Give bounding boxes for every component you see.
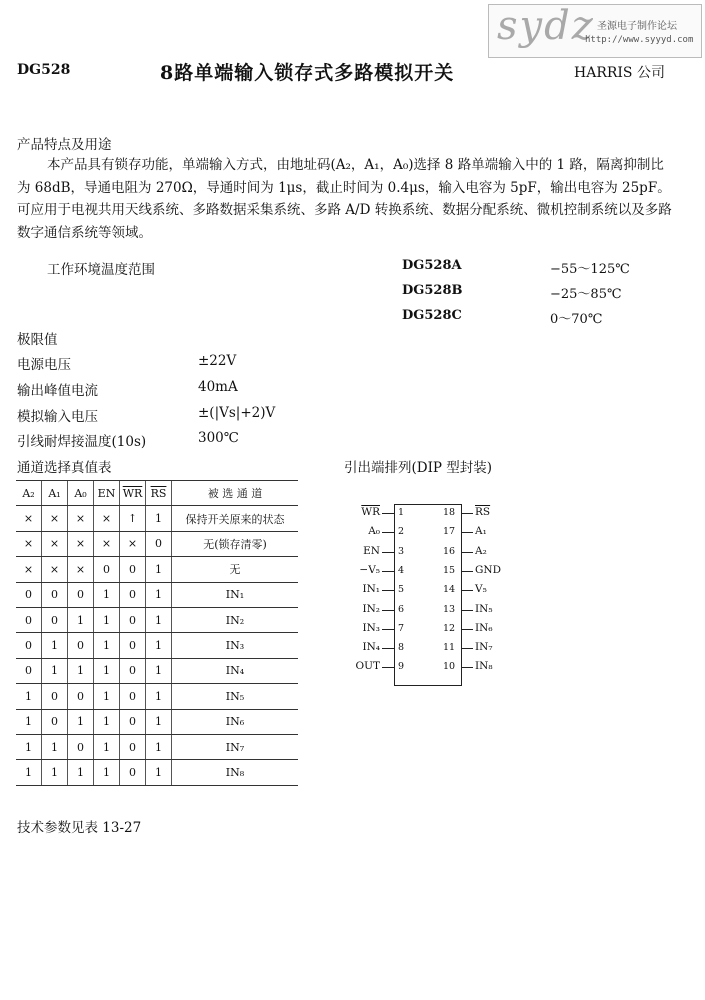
table-cell: 0	[16, 607, 42, 632]
col-en: EN	[94, 481, 120, 506]
pin-label: IN₁	[362, 583, 380, 596]
table-row	[16, 557, 298, 582]
table-cell: 1	[94, 607, 120, 632]
table-cell: 0	[146, 531, 172, 556]
table-cell: 1	[146, 760, 172, 785]
table-cell: 0	[68, 684, 94, 709]
table-row	[16, 734, 298, 759]
table-cell-channel: IN₄	[172, 658, 299, 683]
truth-table	[16, 480, 298, 786]
pinout-heading: 引出端排列(DIP 型封装)	[344, 460, 493, 476]
table-cell: 1	[146, 709, 172, 734]
table-row	[16, 684, 298, 709]
pin-lead	[382, 610, 394, 611]
table-cell: 1	[42, 760, 68, 785]
table-cell: 1	[42, 658, 68, 683]
table-cell: 0	[120, 633, 146, 658]
temperature-label: 工作环境温度范围	[47, 262, 155, 278]
table-cell: 0	[42, 582, 68, 607]
limit-value-supply: ±22V	[198, 353, 237, 369]
pin-lead	[382, 629, 394, 630]
truth-table-body	[16, 506, 298, 785]
pin-label: EN	[363, 544, 380, 557]
table-cell: 1	[94, 658, 120, 683]
manufacturer: HARRIS 公司	[574, 65, 665, 81]
table-cell-channel: IN₈	[172, 760, 299, 785]
table-cell-channel: IN₅	[172, 684, 299, 709]
table-row	[16, 531, 298, 556]
col-selected-channel: 被 选 通 道	[172, 481, 299, 506]
pin-number: 2	[398, 526, 405, 538]
table-cell: ×	[42, 531, 68, 556]
pin-number: 5	[398, 584, 405, 596]
pin-lead	[461, 552, 473, 553]
table-cell: ×	[16, 531, 42, 556]
table-cell: 1	[146, 658, 172, 683]
table-cell: 0	[94, 557, 120, 582]
pin-lead	[382, 513, 394, 514]
table-row	[16, 633, 298, 658]
table-row	[16, 582, 298, 607]
pin-label: IN₄	[362, 641, 380, 654]
pin-lead	[382, 590, 394, 591]
table-cell: 0	[120, 734, 146, 759]
table-cell: 0	[16, 633, 42, 658]
pin-number: 16	[443, 545, 456, 557]
table-cell: ×	[68, 506, 94, 531]
table-cell: ×	[16, 557, 42, 582]
temp-range-b: −25～85℃	[550, 287, 622, 302]
table-cell: 1	[146, 607, 172, 632]
pin-label: A₀	[368, 525, 380, 538]
pin-number: 12	[443, 622, 456, 634]
features-paragraph: 本产品具有锁存功能，单端输入方式，由地址码(A₂，A₁，A₀)选择 8 路单端输入中的 1 路，隔离抑制比为 68dB，导通电阻为 270Ω，导通时间为 1μs，截止时间为 0.4μs，输入电容为 5pF，输出电容为 25pF。可应用于电视共用天线系统、多路数据采集系统、多路 A/D 转换系统、数据分配系统、微机控制系统以及多路数字通信系统等领域。	[17, 157, 672, 241]
table-cell: 1	[146, 557, 172, 582]
table-cell-channel: IN₂	[172, 607, 299, 632]
pin-lead	[382, 532, 394, 533]
pin-label: OUT	[355, 660, 380, 673]
pin-number: 10	[443, 661, 456, 673]
limit-value-input: ±(|Vs|+2)V	[198, 405, 276, 421]
logo-mark: sydz	[497, 3, 595, 49]
table-cell: ×	[120, 531, 146, 556]
pin-label: V₅	[475, 583, 487, 596]
table-cell-channel: IN₁	[172, 582, 299, 607]
pin-label: IN₆	[475, 621, 493, 634]
page-title: 8路单端输入锁存式多路模拟开关	[160, 62, 455, 84]
table-cell: 0	[120, 760, 146, 785]
table-cell: 0	[16, 658, 42, 683]
limit-name-input: 模拟输入电压	[17, 409, 98, 425]
limit-name-supply: 电源电压	[17, 357, 71, 373]
col-a0: A₀	[68, 481, 94, 506]
col-wr: $\overline{WR}$	[120, 481, 146, 506]
temp-model-a: DG528A	[402, 258, 462, 273]
table-cell: ×	[94, 506, 120, 531]
table-cell: 1	[68, 658, 94, 683]
pin-label: IN₅	[475, 602, 493, 615]
logo-site-name: 圣源电子制作论坛	[597, 21, 677, 32]
table-cell: 0	[42, 709, 68, 734]
pin-number: 7	[398, 622, 405, 634]
pin-label: IN₇	[475, 641, 493, 654]
table-cell: 1	[16, 760, 42, 785]
table-cell: 0	[42, 684, 68, 709]
table-cell: ↑	[120, 506, 146, 531]
table-cell-channel: IN₃	[172, 633, 299, 658]
temp-model-b: DG528B	[402, 283, 463, 298]
pin-lead	[461, 571, 473, 572]
table-cell-channel: IN₇	[172, 734, 299, 759]
table-row	[16, 658, 298, 683]
reference-note: 技术参数见表 13-27	[17, 820, 142, 836]
features-heading: 产品特点及用途	[17, 137, 112, 153]
table-cell: 0	[120, 607, 146, 632]
table-cell: 1	[94, 633, 120, 658]
pin-label: GND	[475, 563, 501, 576]
table-cell: 0	[42, 607, 68, 632]
pin-label: $\overline{RS}$	[475, 506, 491, 518]
table-cell: 1	[42, 633, 68, 658]
truth-table-header	[16, 481, 298, 506]
table-cell: ×	[42, 557, 68, 582]
model-number: DG528	[17, 62, 71, 78]
table-cell: 0	[120, 557, 146, 582]
pin-label: IN₂	[362, 602, 380, 615]
pin-lead	[461, 629, 473, 630]
truth-table-heading: 通道选择真值表	[17, 460, 112, 476]
temp-model-c: DG528C	[402, 308, 462, 323]
table-cell: 0	[16, 582, 42, 607]
table-cell: 1	[16, 709, 42, 734]
pin-label: IN₈	[475, 660, 493, 673]
pin-lead	[461, 648, 473, 649]
pin-lead	[382, 552, 394, 553]
table-cell: 0	[120, 658, 146, 683]
table-cell: 1	[146, 734, 172, 759]
table-cell: 1	[146, 633, 172, 658]
pin-number: 13	[443, 603, 456, 615]
table-cell: 1	[68, 760, 94, 785]
table-cell: 1	[94, 709, 120, 734]
col-rs: $\overline{RS}$	[146, 481, 172, 506]
pin-number: 8	[398, 642, 405, 654]
table-cell: ×	[42, 506, 68, 531]
pin-lead	[382, 648, 394, 649]
table-cell: 0	[120, 582, 146, 607]
pin-number: 3	[398, 545, 405, 557]
pin-label: A₂	[475, 544, 487, 557]
table-cell: ×	[68, 557, 94, 582]
pin-number: 4	[398, 564, 405, 576]
table-cell: 1	[94, 760, 120, 785]
table-cell: 0	[120, 709, 146, 734]
logo-url: http://www.syyyd.com	[585, 35, 694, 45]
table-cell: 0	[68, 582, 94, 607]
pin-number: 17	[443, 526, 456, 538]
pin-number: 14	[443, 584, 456, 596]
table-cell: 1	[42, 734, 68, 759]
temp-range-a: −55～125℃	[550, 262, 630, 277]
table-cell: 1	[94, 582, 120, 607]
table-cell: 0	[120, 684, 146, 709]
table-row	[16, 607, 298, 632]
pin-lead	[461, 590, 473, 591]
table-cell-channel: 无	[172, 557, 299, 582]
table-cell: 1	[146, 684, 172, 709]
limit-name-solder: 引线耐焊接温度(10s)	[17, 434, 147, 450]
pin-number: 1	[398, 507, 405, 518]
table-cell: ×	[68, 531, 94, 556]
table-cell: 1	[68, 607, 94, 632]
pin-label: IN₃	[362, 621, 380, 634]
pin-lead	[461, 513, 473, 514]
pin-number: 6	[398, 603, 405, 615]
pin-number: 18	[443, 507, 456, 518]
table-cell: ×	[16, 506, 42, 531]
pin-lead	[461, 667, 473, 668]
table-cell: 0	[68, 633, 94, 658]
table-cell: 1	[16, 684, 42, 709]
table-cell: 1	[146, 582, 172, 607]
table-cell: ×	[94, 531, 120, 556]
pin-number: 9	[398, 661, 405, 673]
table-cell: 1	[146, 506, 172, 531]
pin-number: 11	[443, 642, 456, 654]
table-cell-channel: 保持开关原来的状态	[172, 506, 299, 531]
limit-value-solder: 300℃	[198, 430, 239, 446]
col-a1: A₁	[42, 481, 68, 506]
table-row	[16, 760, 298, 785]
pin-lead	[461, 610, 473, 611]
table-cell: 1	[68, 709, 94, 734]
pin-label: −V₅	[359, 563, 380, 576]
limit-value-current: 40mA	[198, 379, 238, 395]
table-cell: 1	[94, 684, 120, 709]
col-a2: A₂	[16, 481, 42, 506]
pin-label: $\overline{WR}$	[361, 506, 380, 518]
pin-lead	[382, 571, 394, 572]
pin-lead	[382, 667, 394, 668]
table-cell: 1	[94, 734, 120, 759]
table-row	[16, 709, 298, 734]
pin-lead	[461, 532, 473, 533]
pin-label: A₁	[475, 525, 487, 538]
site-logo	[488, 4, 702, 58]
pin-number: 15	[443, 564, 456, 576]
table-cell-channel: IN₆	[172, 709, 299, 734]
table-cell: 0	[68, 734, 94, 759]
table-cell: 1	[16, 734, 42, 759]
temp-range-c: 0～70℃	[550, 312, 603, 327]
limits-heading: 极限值	[17, 332, 58, 348]
table-cell-channel: 无(锁存清零)	[172, 531, 299, 556]
table-row	[16, 506, 298, 531]
limit-name-current: 输出峰值电流	[17, 383, 98, 399]
